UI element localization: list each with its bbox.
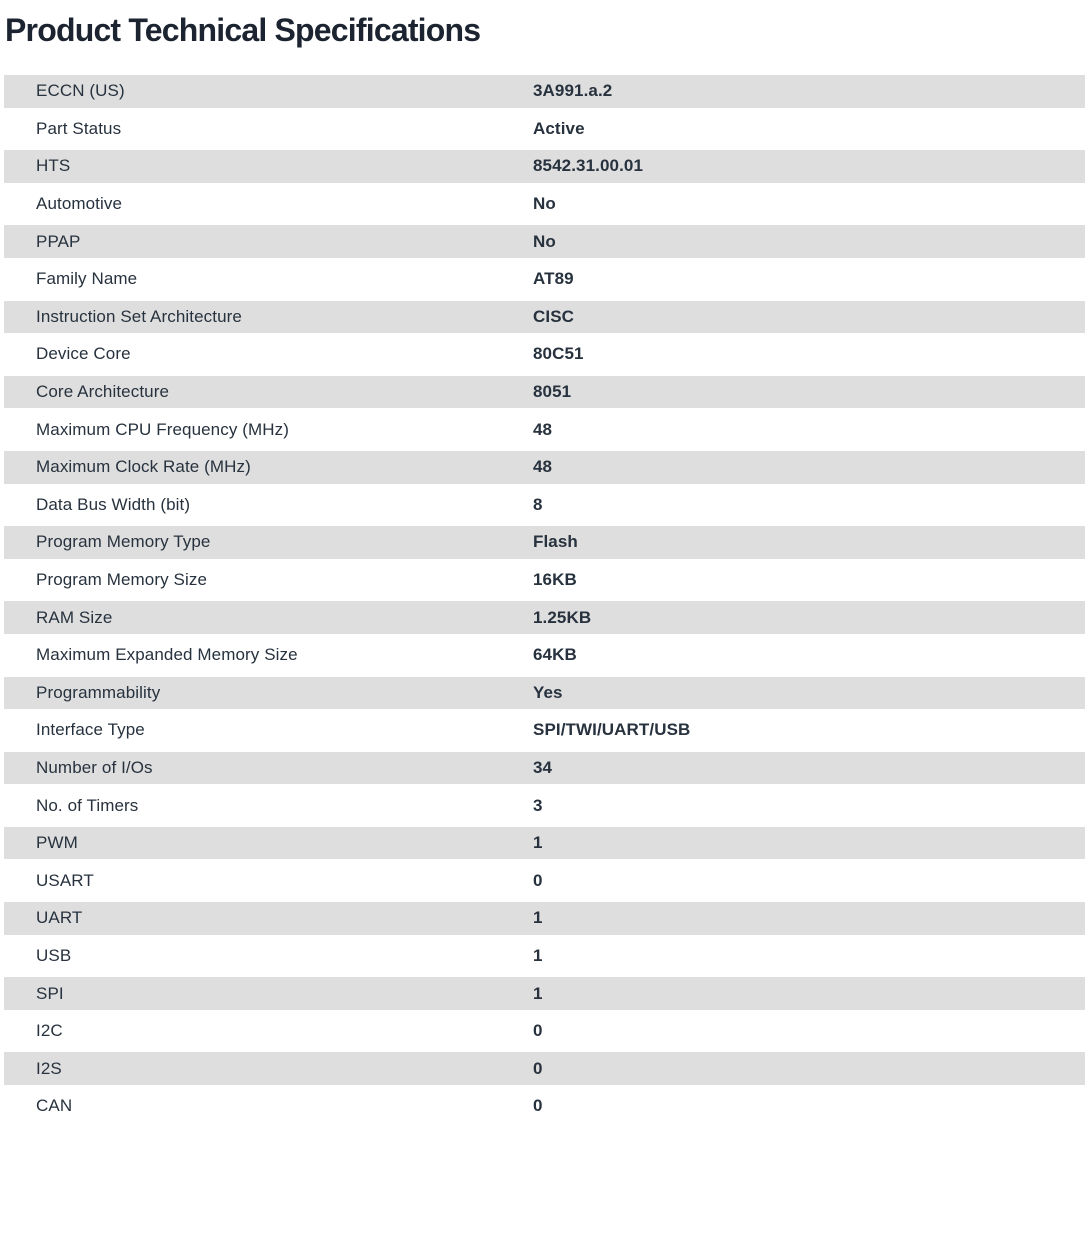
spec-label: Core Architecture <box>36 382 170 402</box>
spec-label: PPAP <box>36 231 81 251</box>
spec-value: 48 <box>533 419 553 439</box>
spec-label: UART <box>36 908 83 928</box>
page-title: Product Technical Specifications <box>5 12 481 48</box>
spec-label: Part Status <box>36 118 122 138</box>
spec-row <box>4 451 1085 489</box>
spec-value: 1 <box>533 945 543 965</box>
spec-row <box>4 714 1085 752</box>
spec-value: 8051 <box>533 382 572 402</box>
spec-row <box>4 639 1085 677</box>
spec-label: Number of I/Os <box>36 757 153 777</box>
spec-value: Yes <box>533 682 563 702</box>
spec-label: I2S <box>36 1058 62 1078</box>
spec-row <box>4 188 1085 226</box>
spec-label: RAM Size <box>36 607 113 627</box>
spec-label: ECCN (US) <box>36 81 125 101</box>
spec-row <box>4 489 1085 527</box>
spec-label: I2C <box>36 1021 63 1041</box>
spec-value: Flash <box>533 532 578 552</box>
spec-row <box>4 75 1085 113</box>
spec-label: CAN <box>36 1096 73 1116</box>
spec-value: 16KB <box>533 570 577 590</box>
spec-label: Interface Type <box>36 720 145 740</box>
spec-value: 80C51 <box>533 344 584 364</box>
spec-row <box>4 113 1085 151</box>
spec-label: PWM <box>36 833 78 853</box>
spec-value: CISC <box>533 306 575 326</box>
spec-row <box>4 376 1085 414</box>
spec-value: 1.25KB <box>533 607 592 627</box>
spec-row <box>4 601 1085 639</box>
spec-value: 0 <box>533 1096 543 1116</box>
spec-row <box>4 902 1085 940</box>
spec-row <box>4 150 1085 188</box>
spec-value: Active <box>533 118 585 138</box>
spec-value: 8542.31.00.01 <box>533 156 644 176</box>
spec-row <box>4 789 1085 827</box>
spec-row <box>4 1015 1085 1053</box>
spec-value: 1 <box>533 908 543 928</box>
spec-label: Maximum Expanded Memory Size <box>36 645 298 665</box>
spec-label: Programmability <box>36 682 161 702</box>
spec-label: No. of Timers <box>36 795 139 815</box>
spec-label: Data Bus Width (bit) <box>36 494 191 514</box>
spec-row <box>4 526 1085 564</box>
spec-value: 0 <box>533 1058 543 1078</box>
spec-value: 0 <box>533 1021 543 1041</box>
spec-row <box>4 413 1085 451</box>
spec-label: HTS <box>36 156 71 176</box>
spec-table <box>4 75 1085 1128</box>
spec-row <box>4 1090 1085 1128</box>
spec-row <box>4 752 1085 790</box>
spec-value: 3 <box>533 795 543 815</box>
spec-value: 34 <box>533 757 553 777</box>
spec-label: Program Memory Type <box>36 532 211 552</box>
spec-row <box>4 1052 1085 1090</box>
spec-value: 1 <box>533 833 543 853</box>
spec-label: Instruction Set Architecture <box>36 306 242 326</box>
spec-label: USB <box>36 945 72 965</box>
spec-label: Program Memory Size <box>36 570 207 590</box>
spec-value: No <box>533 231 556 251</box>
spec-label: USART <box>36 870 94 890</box>
spec-row <box>4 263 1085 301</box>
spec-row <box>4 864 1085 902</box>
spec-value: 1 <box>533 983 543 1003</box>
spec-value: 3A991.a.2 <box>533 81 613 101</box>
spec-value: 64KB <box>533 645 577 665</box>
spec-row <box>4 977 1085 1015</box>
spec-value: SPI/TWI/UART/USB <box>533 720 691 740</box>
spec-label: Maximum Clock Rate (MHz) <box>36 457 251 477</box>
spec-value: 0 <box>533 870 543 890</box>
spec-value: AT89 <box>533 269 574 289</box>
spec-row <box>4 940 1085 978</box>
spec-row <box>4 225 1085 263</box>
spec-row <box>4 677 1085 715</box>
spec-value: 8 <box>533 494 543 514</box>
spec-label: Automotive <box>36 194 123 214</box>
spec-label: Device Core <box>36 344 131 364</box>
spec-row <box>4 338 1085 376</box>
spec-label: Family Name <box>36 269 138 289</box>
spec-row <box>4 301 1085 339</box>
spec-value: 48 <box>533 457 553 477</box>
spec-row <box>4 564 1085 602</box>
spec-value: No <box>533 194 556 214</box>
spec-label: Maximum CPU Frequency (MHz) <box>36 419 290 439</box>
spec-row <box>4 827 1085 865</box>
spec-label: SPI <box>36 983 64 1003</box>
